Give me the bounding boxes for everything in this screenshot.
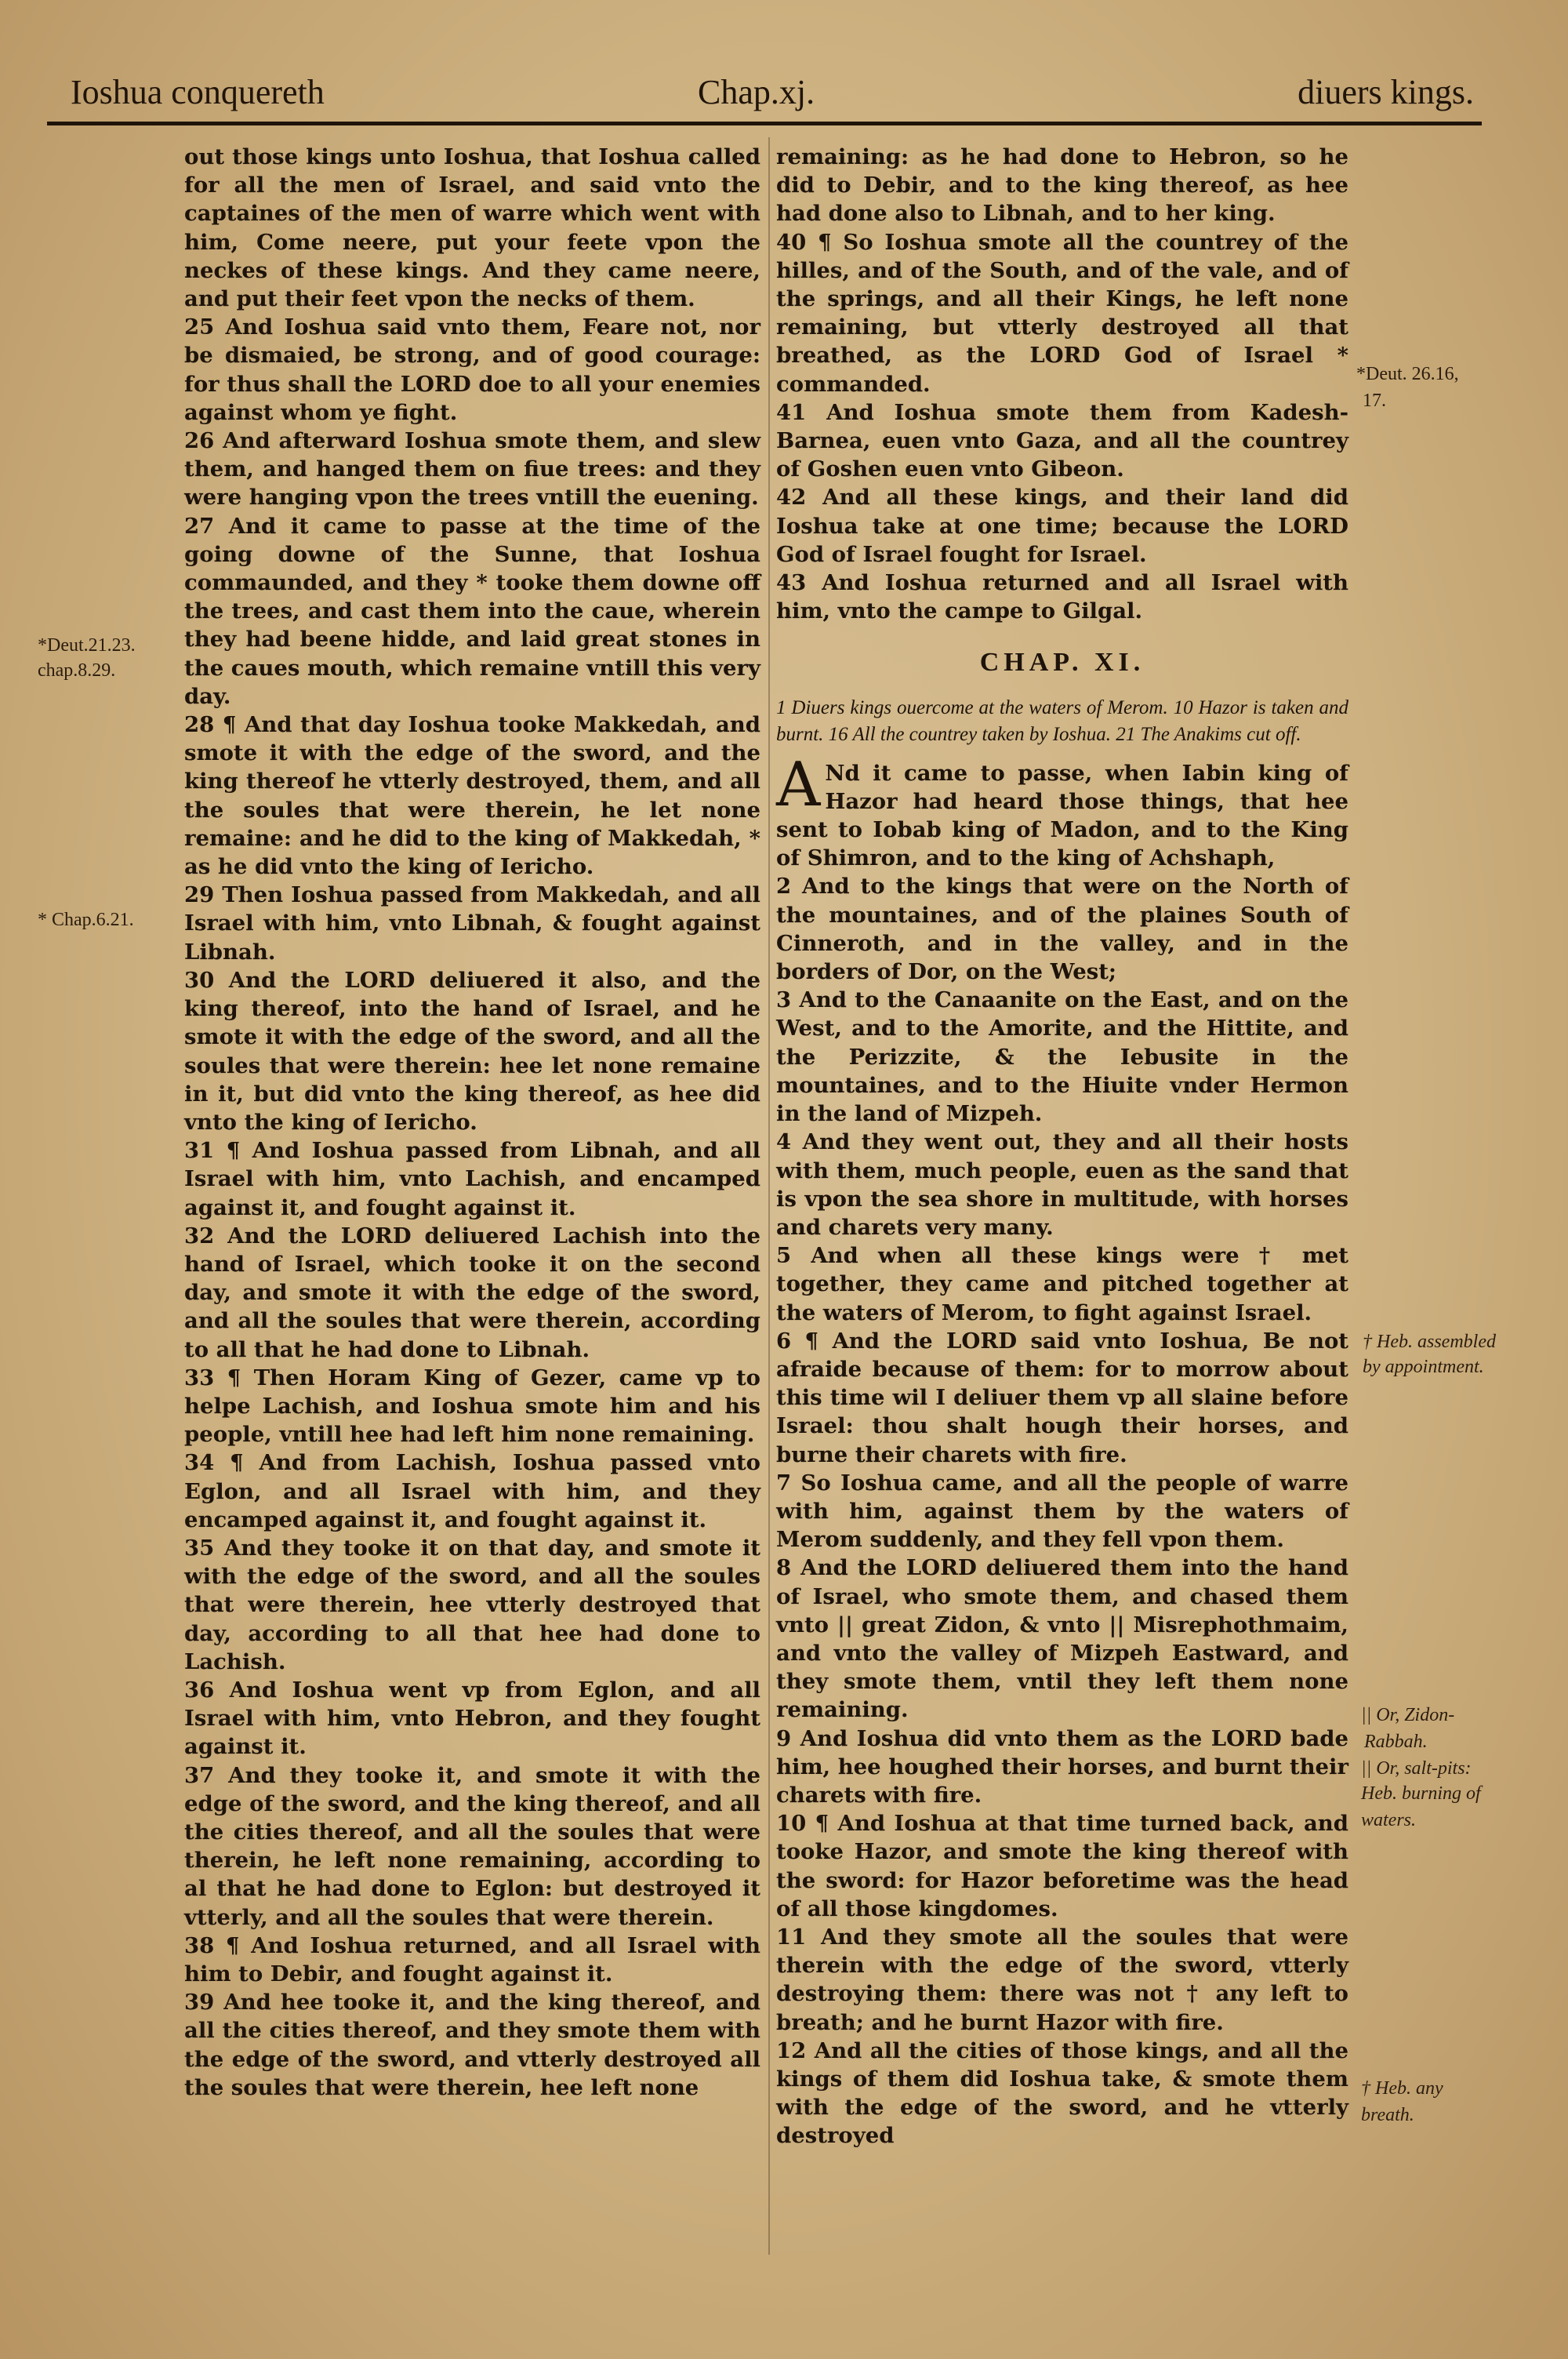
- verse-paragraph: 26 And afterward Ioshua smote them, and slew them, and hanged them on fiue trees: and they were hanging vpon the trees vntill the euening.: [184, 428, 760, 511]
- margin-note-heb-breath: † Heb. any: [1361, 2078, 1443, 2099]
- column-divider: [768, 137, 770, 2255]
- right-text-column: [776, 143, 1348, 2150]
- margin-note-zidon-2: Rabbah.: [1364, 1732, 1428, 1752]
- margin-note-zidon: || Or, Zidon-: [1361, 1705, 1455, 1725]
- verse-paragraph: 29 Then Ioshua passed from Makkedah, and all Israel with him, vnto Libnah, & fought against Libnah.: [184, 882, 760, 965]
- verse-paragraph: 32 And the LORD deliuered Lachish into the hand of Israel, which tooke it on the second day, and smote it with the edge of the sword, and all the soules that were therein, according to all that he had done to Libnah.: [184, 1223, 760, 1362]
- chapter-heading: CHAP. XI.: [979, 648, 1145, 678]
- verse-paragraph: 31 ¶ And Ioshua passed from Libnah, and all Israel with him, vnto Lachish, and encamped against it, and fought against it.: [184, 1138, 760, 1220]
- verse-paragraph: 41 And Ioshua smote them from Kadesh-Barnea, euen vnto Gaza, and all the countrey of Goshen euen vnto Gibeon.: [776, 399, 1348, 482]
- verse-paragraph: 38 ¶ And Ioshua returned, and all Israel with him to Debir, and fought against it.: [184, 1932, 760, 1986]
- margin-note-heb-assembled-2: by appointment.: [1363, 1357, 1484, 1377]
- verse-paragraph: 40 ¶ So Ioshua smote all the countrey of the hilles, and of the South, and of the vale, and of the springs, and all their Kings, he left none remaining, but vtterly destroyed all that breathed, as the LORD God of Israel * commanded.: [776, 229, 1348, 397]
- verse-paragraph: 3 And to the Canaanite on the East, and on the West, and to the Amorite, and the Hittite, and the Perizzite, & the Iebusite in the mountaines, and to the Hiuite vnder Hermon in the land of Mizpeh.: [776, 987, 1348, 1127]
- verse-paragraph: 9 And Ioshua did vnto them as the LORD bade him, hee houghed their horses, and burnt their charets with fire.: [776, 1725, 1348, 1808]
- verse-paragraph: 12 And all the cities of those kings, and all the kings of them did Ioshua take, & smote them with the edge of the sword, and he vtterly destroyed: [776, 2037, 1348, 2149]
- verse-paragraph: 4 And they went out, they and all their hosts with them, much people, euen as the sand that is vpon the sea shore in multitude, with horses and charets very many.: [776, 1129, 1348, 1240]
- running-header: [47, 72, 1482, 121]
- verse-paragraph: 10 ¶ And Ioshua at that time turned back, and tooke Hazor, and smote the king thereof with the sword: for Hazor beforetime was the head of all those kingdomes.: [776, 1811, 1348, 1921]
- verse-paragraph: 11 And they smote all the soules that were therein with the edge of the sword, vtterly destroying them: there was not † any left to breath; and he burnt Hazor with fire.: [776, 1924, 1348, 2035]
- chapter-first-verse: [776, 749, 1348, 873]
- header-rule: [47, 122, 1482, 125]
- margin-note-chap-8: chap.8.29.: [38, 660, 116, 681]
- first-verse-text: Nd it came to passe, when Iabin king of Hazor had heard those things, that hee sent to Iobab king of Madon, and to the King of Shimron, and to the king of Achshaph,: [776, 760, 1348, 871]
- verse-paragraph: 43 And Ioshua returned and all Israel with him, vnto the campe to Gilgal.: [776, 570, 1348, 624]
- header-chapter: Chap.xj.: [698, 73, 815, 111]
- margin-note-chap-6: * Chap.6.21.: [38, 910, 134, 930]
- verse-paragraph: 27 And it came to passe at the time of the going downe of the Sunne, that Ioshua commaunded, and they * tooke them downe off the trees, and cast them into the caue, wherein they had beene hidde, and laid great stones in the caues mouth, which remaine vntill this very day.: [184, 513, 760, 709]
- margin-note-salt-pits: || Or, salt-pits:: [1361, 1758, 1472, 1779]
- header-left-title: Ioshua conquereth: [71, 73, 325, 111]
- verse-paragraph: 30 And the LORD deliuered it also, and the king thereof, into the hand of Israel, and he smote it with the edge of the sword, and all the soules that were therein: hee let none remaine in it, but did vnto the king thereof, as hee did vnto the king of Iericho.: [184, 967, 760, 1135]
- margin-note-deut-26: *Deut. 26.16,: [1356, 364, 1459, 384]
- margin-note-salt-pits-3: waters.: [1361, 1810, 1417, 1830]
- header-right-title: diuers kings.: [1298, 73, 1474, 111]
- verse-paragraph: 39 And hee tooke it, and the king thereof, and all the cities thereof, and they smote them with the edge of the sword, and vtterly destroyed all the soules that were therein, hee left none: [184, 1990, 760, 2100]
- margin-note-heb-breath-2: breath.: [1361, 2105, 1414, 2125]
- left-text-column: [184, 143, 760, 2102]
- verse-paragraph: out those kings unto Ioshua, that Ioshua called for all the men of Israel, and said vnto the captaines of the men of warre which went with him, Come neere, put your feete vpon the neckes of these kings. And they came neere, and put their feet vpon the necks of them.: [184, 144, 760, 312]
- verse-paragraph: 6 ¶ And the LORD said vnto Ioshua, Be not afraide because of them: for to morrow about this time wil I deliuer them vp all slaine before Israel: thou shalt hough their horses, and burne their charets with fire.: [776, 1328, 1348, 1467]
- verse-paragraph: 25 And Ioshua said vnto them, Feare not, nor be dismaied, be strong, and of good courage: for thus shall the LORD doe to all your enemies against whom ye fight.: [184, 314, 760, 425]
- verse-paragraph: 28 ¶ And that day Ioshua tooke Makkedah, and smote it with the edge of the sword, and the king thereof he vtterly destroyed, them, and all the soules that were therein, he let none remaine: and he did to the king of Makkedah, * as he did vnto the king of Iericho.: [184, 712, 760, 880]
- verse-paragraph: 42 And all these kings, and their land did Ioshua take at one time; because the LORD God of Israel fought for Israel.: [776, 485, 1348, 567]
- verse-paragraph: 36 And Ioshua went vp from Eglon, and all Israel with him, vnto Hebron, and they fought against it.: [184, 1677, 760, 1760]
- drop-capital: A: [776, 749, 821, 820]
- margin-note-deut-26b: 17.: [1363, 391, 1386, 411]
- verse-paragraph: 35 And they tooke it on that day, and smote it with the edge of the sword, and all the soules that were therein, hee vtterly destroyed that day, according to all that hee had done to Lachish.: [184, 1535, 760, 1674]
- verse-paragraph: 33 ¶ Then Horam King of Gezer, came vp to helpe Lachish, and Ioshua smote him and his people, vntill hee had left him none remaining.: [184, 1365, 760, 1448]
- verse-paragraph: 8 And the LORD deliuered them into the hand of Israel, who smote them, and chased them vnto || great Zidon, & vnto || Misrephothmaim, and vnto the valley of Mizpeh Eastward, and they smote them, vntil they left them none remaining.: [776, 1555, 1348, 1723]
- verse-paragraph: 5 And when all these kings were † met together, they came and pitched together at the waters of Merom, to fight against Israel.: [776, 1243, 1348, 1325]
- verse-paragraph: remaining: as he had done to Hebron, so he did to Debir, and to the king thereof, as hee had done also to Libnah, and to her king.: [776, 144, 1348, 227]
- verse-paragraph: 34 ¶ And from Lachish, Ioshua passed vnto Eglon, and all Israel with him, and they encamped against it, and fought against it.: [184, 1450, 760, 1532]
- chapter-summary: 1 Diuers kings ouercome at the waters of Merom. 10 Hazor is taken and burnt. 16 All the countrey taken by Ioshua. 21 The Anakims cut off.: [776, 696, 1348, 745]
- verse-paragraph: 7 So Ioshua came, and all the people of warre with him, against them by the waters of Merom suddenly, and they fell vpon them.: [776, 1470, 1348, 1553]
- verse-paragraph: 37 And they tooke it, and smote it with the edge of the sword, and the king thereof, and all the cities thereof, and all the soules that were therein, he left none remaining, according to al that he had done to Eglon: but destroyed it vtterly, and all the soules that were therein.: [184, 1762, 760, 1930]
- margin-note-salt-pits-2: Heb. burning of: [1361, 1783, 1481, 1804]
- margin-note-deut-21: *Deut.21.23.: [38, 635, 136, 656]
- verse-paragraph: 2 And to the kings that were on the North of the mountaines, and of the plaines South of Cinneroth, and in the valley, and in the borders of Dor, on the West;: [776, 874, 1348, 985]
- margin-note-heb-assembled: † Heb. assembled: [1363, 1332, 1496, 1352]
